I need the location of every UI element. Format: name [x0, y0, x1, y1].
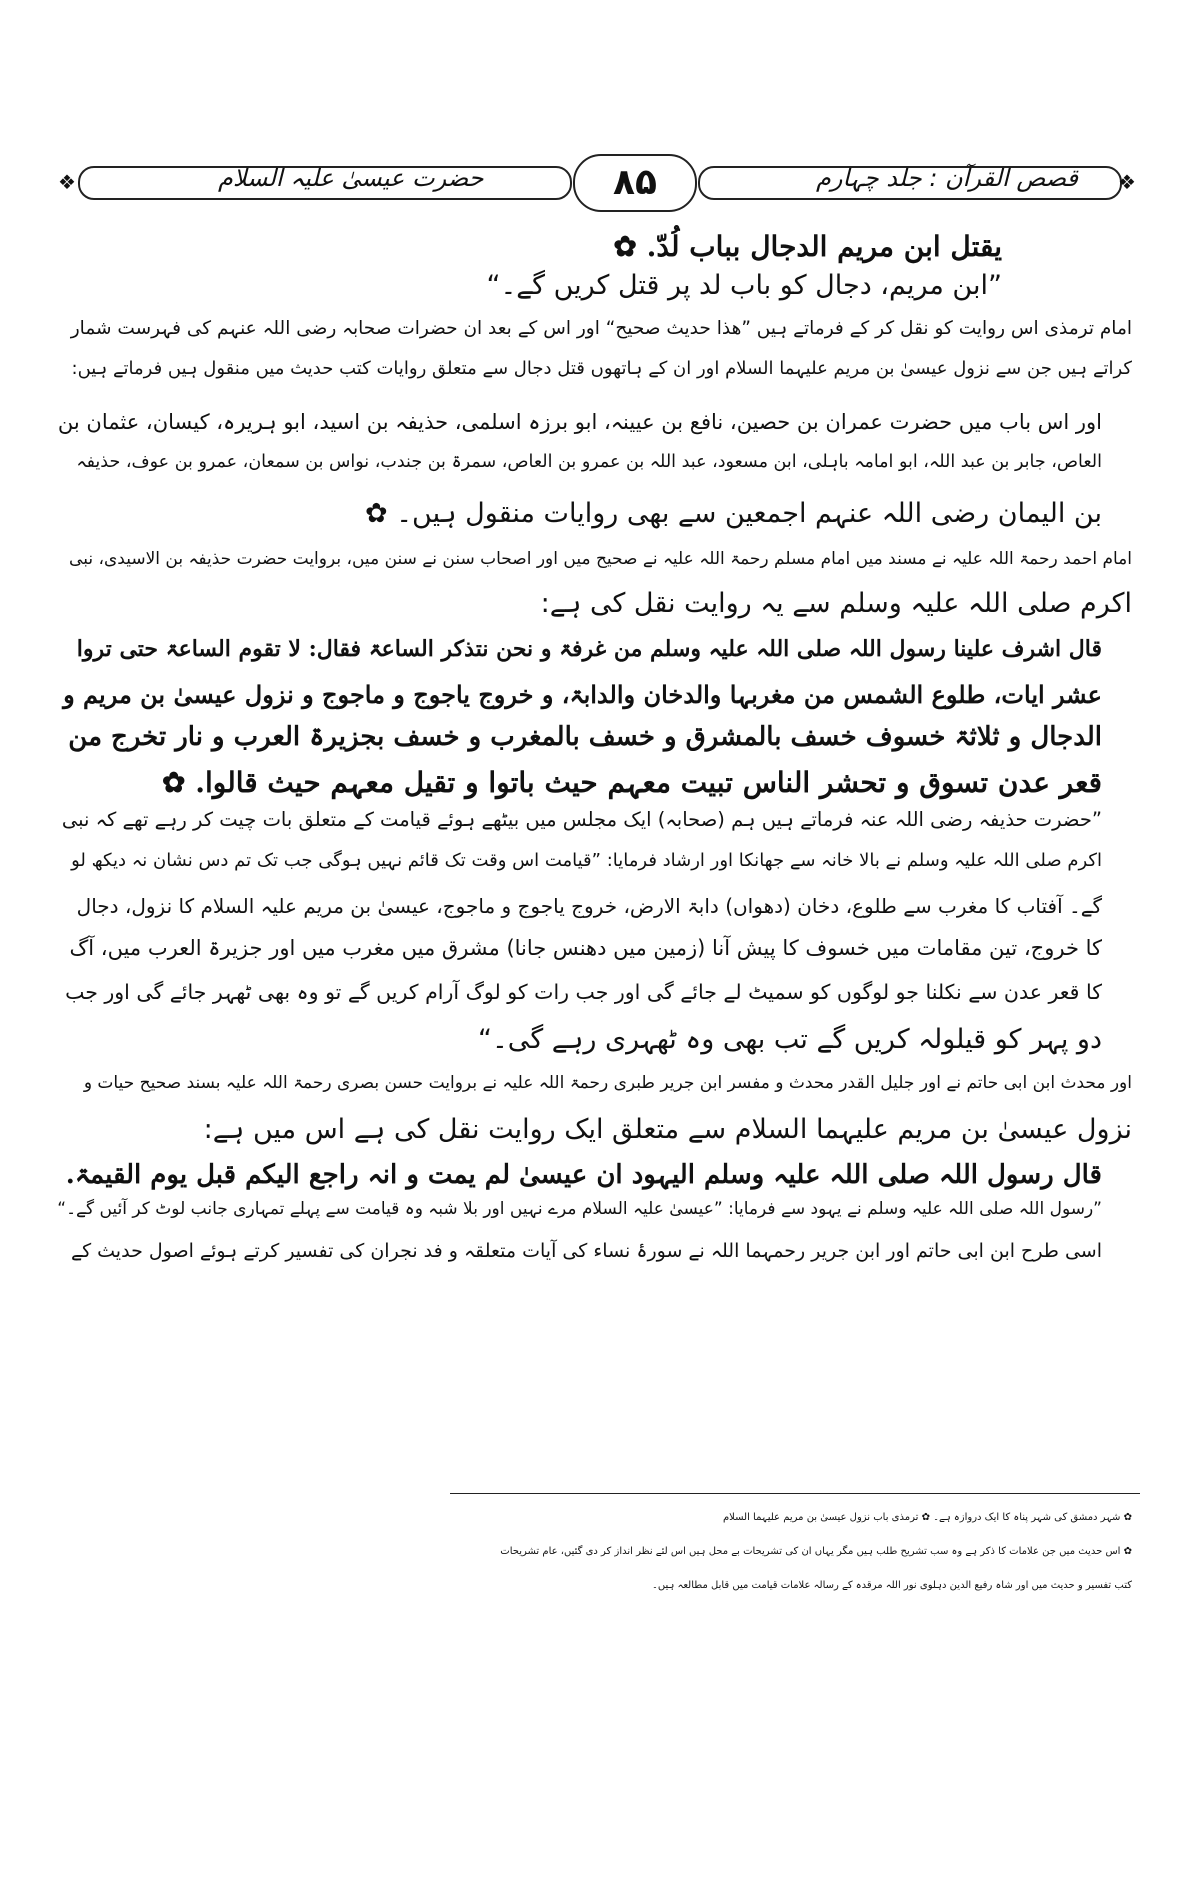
footnote: ✿ شہر دمشق کی شہر پناہ کا ایک دروازہ ہے۔ ✿ ترمذی باب نزول عیسیٰ بن مریم علیہما السلام	[722, 1512, 1132, 1523]
page-header	[58, 152, 1138, 216]
ornament-icon: ❖	[58, 170, 76, 194]
chapter-title: حضرت عیسیٰ علیہ السلام	[218, 164, 484, 192]
text-line: ”ابن مریم، دجال کو باب لد پر قتل کریں گے۔“	[486, 270, 1002, 301]
text-line: اور اس باب میں حضرت عمران بن حصین، نافع بن عیینہ، ابو برزہ اسلمی، حذیفہ بن اسید، ابو ہریرہ، کیسان، عثمان بن	[57, 410, 1102, 434]
footnote-divider	[450, 1493, 1140, 1494]
text-line: اور محدث ابن ابی حاتم نے اور جلیل القدر محدث و مفسر ابن جریر طبری رحمۃ اللہ علیہ نے بروایت حسن بصری رحمۃ اللہ علیہ بسند صحیح حیات و	[83, 1073, 1132, 1093]
text-line: عشر ایات، طلوع الشمس من مغربہا والدخان والدابۃ، و خروج یاجوج و ماجوج و نزول عیسیٰ بن مریم و	[63, 680, 1102, 709]
footnote: ✿ اس حدیث میں جن علامات کا ذکر ہے وہ سب تشریح طلب ہیں مگر یہاں ان کی تشریحات بے محل ہیں اس لئے نظر انداز کر دی گئیں، عام تشریحات	[500, 1546, 1132, 1557]
text-line: قال اشرف علینا رسول اللہ صلی اللہ علیہ وسلم من غرفۃ و نحن نتذکر الساعۃ فقال: لا تقوم الساعۃ حتی تروا	[76, 636, 1102, 662]
text-line: قال رسول اللہ صلی اللہ علیہ وسلم الیہود ان عیسیٰ لم یمت و انہ راجع الیکم قبل یوم القیمۃ.	[65, 1160, 1102, 1190]
text-line: اکرم صلی اللہ علیہ وسلم سے یہ روایت نقل کی ہے:	[540, 588, 1132, 619]
ornament-icon: ❖	[1118, 170, 1136, 194]
text-line: گے۔ آفتاب کا مغرب سے طلوع، دخان (دھواں) دابۃ الارض، خروج یاجوج و ماجوج، عیسیٰ بن مریم علیہ السلام کا نزول، دجال	[76, 894, 1102, 918]
text-line: بن الیمان رضی اللہ عنہم اجمعین سے بھی روایات منقول ہیں۔ ✿	[365, 498, 1102, 529]
text-line: اسی طرح ابن ابی حاتم اور ابن جریر رحمہما اللہ نے سورۂ نساء کی آیات متعلقہ و فد نجران کی تفسیر کرتے ہوئے اصول حدیث کے	[70, 1240, 1102, 1262]
book-title: قصص القرآن : جلد چہارم	[816, 164, 1078, 192]
text-line: الدجال و ثلاثۃ خسوف خسف بالمشرق و خسف بالمغرب و خسف بجزیرۃ العرب و نار تخرج من	[68, 722, 1102, 752]
text-line: ”حضرت حذیفہ رضی اللہ عنہ فرماتے ہیں ہم (صحابہ) ایک مجلس میں بیٹھے ہوئے قیامت کے متعلق بات چیت کر رہے تھے کہ نبی	[61, 808, 1102, 831]
text-line: کا خروج، تین مقامات میں خسوف کا پیش آنا (زمین میں دھنس جانا) مشرق میں مغرب میں اور جزیرۃ العرب میں، آگ	[69, 936, 1102, 960]
text-line: اکرم صلی اللہ علیہ وسلم نے بالا خانہ سے جھانکا اور ارشاد فرمایا: ”قیامت اس وقت تک قائم نہیں ہوگی جب تک تم دس نشان نہ دیکھ لو	[71, 850, 1102, 871]
text-line: العاص، جابر بن عبد اللہ، ابو امامہ باہلی، ابن مسعود، عبد اللہ بن عمرو بن العاص، سمرۃ بن جندب، نواس بن سمعان، عمرو بن عوف، حذیفہ	[76, 452, 1102, 472]
text-line: امام ترمذی اس روایت کو نقل کر کے فرماتے ہیں ”ھذا حدیث صحیح“ اور اس کے بعد ان حضرات صحابہ رضی اللہ عنہم کی فہرست شمار	[70, 318, 1132, 339]
text-line: کراتے ہیں جن سے نزول عیسیٰ بن مریم علیہما السلام اور ان کے ہاتھوں قتل دجال سے متعلق روایات کتب حدیث میں منقول ہیں فرماتے ہیں:	[71, 358, 1132, 379]
text-line: یقتل ابن مریم الدجال بباب لُدّ. ✿	[613, 230, 1002, 263]
footnote: کتب تفسیر و حدیث میں اور شاہ رفیع الدین دہلوی نور اللہ مرقدہ کے رسالہ علامات قیامت میں قابل مطالعہ ہیں۔	[651, 1580, 1132, 1591]
text-line: دو پہر کو قیلولہ کریں گے تب بھی وہ ٹھہری رہے گی۔“	[478, 1024, 1102, 1055]
text-line: نزول عیسیٰ بن مریم علیہما السلام سے متعلق ایک روایت نقل کی ہے اس میں ہے:	[203, 1114, 1132, 1145]
text-line: کا قعر عدن سے نکلنا جو لوگوں کو سمیٹ لے جائے گی اور جب رات کو لوگ آرام کریں گے تو وہ بھی ٹھہر جائے گی اور جب	[65, 980, 1102, 1004]
text-line: قعر عدن تسوق و تحشر الناس تبیت معہم حیث باتوا و تقیل معہم حیث قالوا. ✿	[162, 766, 1102, 799]
page-number: ۸۵	[573, 154, 697, 212]
text-line: ”رسول اللہ صلی اللہ علیہ وسلم نے یہود سے فرمایا: ”عیسیٰ علیہ السلام مرے نہیں اور بلا شبہ وہ قیامت سے پہلے تمہاری جانب لوٹ کر آئیں گے۔“	[57, 1199, 1102, 1219]
text-line: امام احمد رحمۃ اللہ علیہ نے مسند میں امام مسلم رحمۃ اللہ علیہ نے صحیح میں اور اصحاب سنن نے سنن میں، بروایت حضرت حذیفہ بن الاسیدی، نبی	[69, 549, 1132, 569]
